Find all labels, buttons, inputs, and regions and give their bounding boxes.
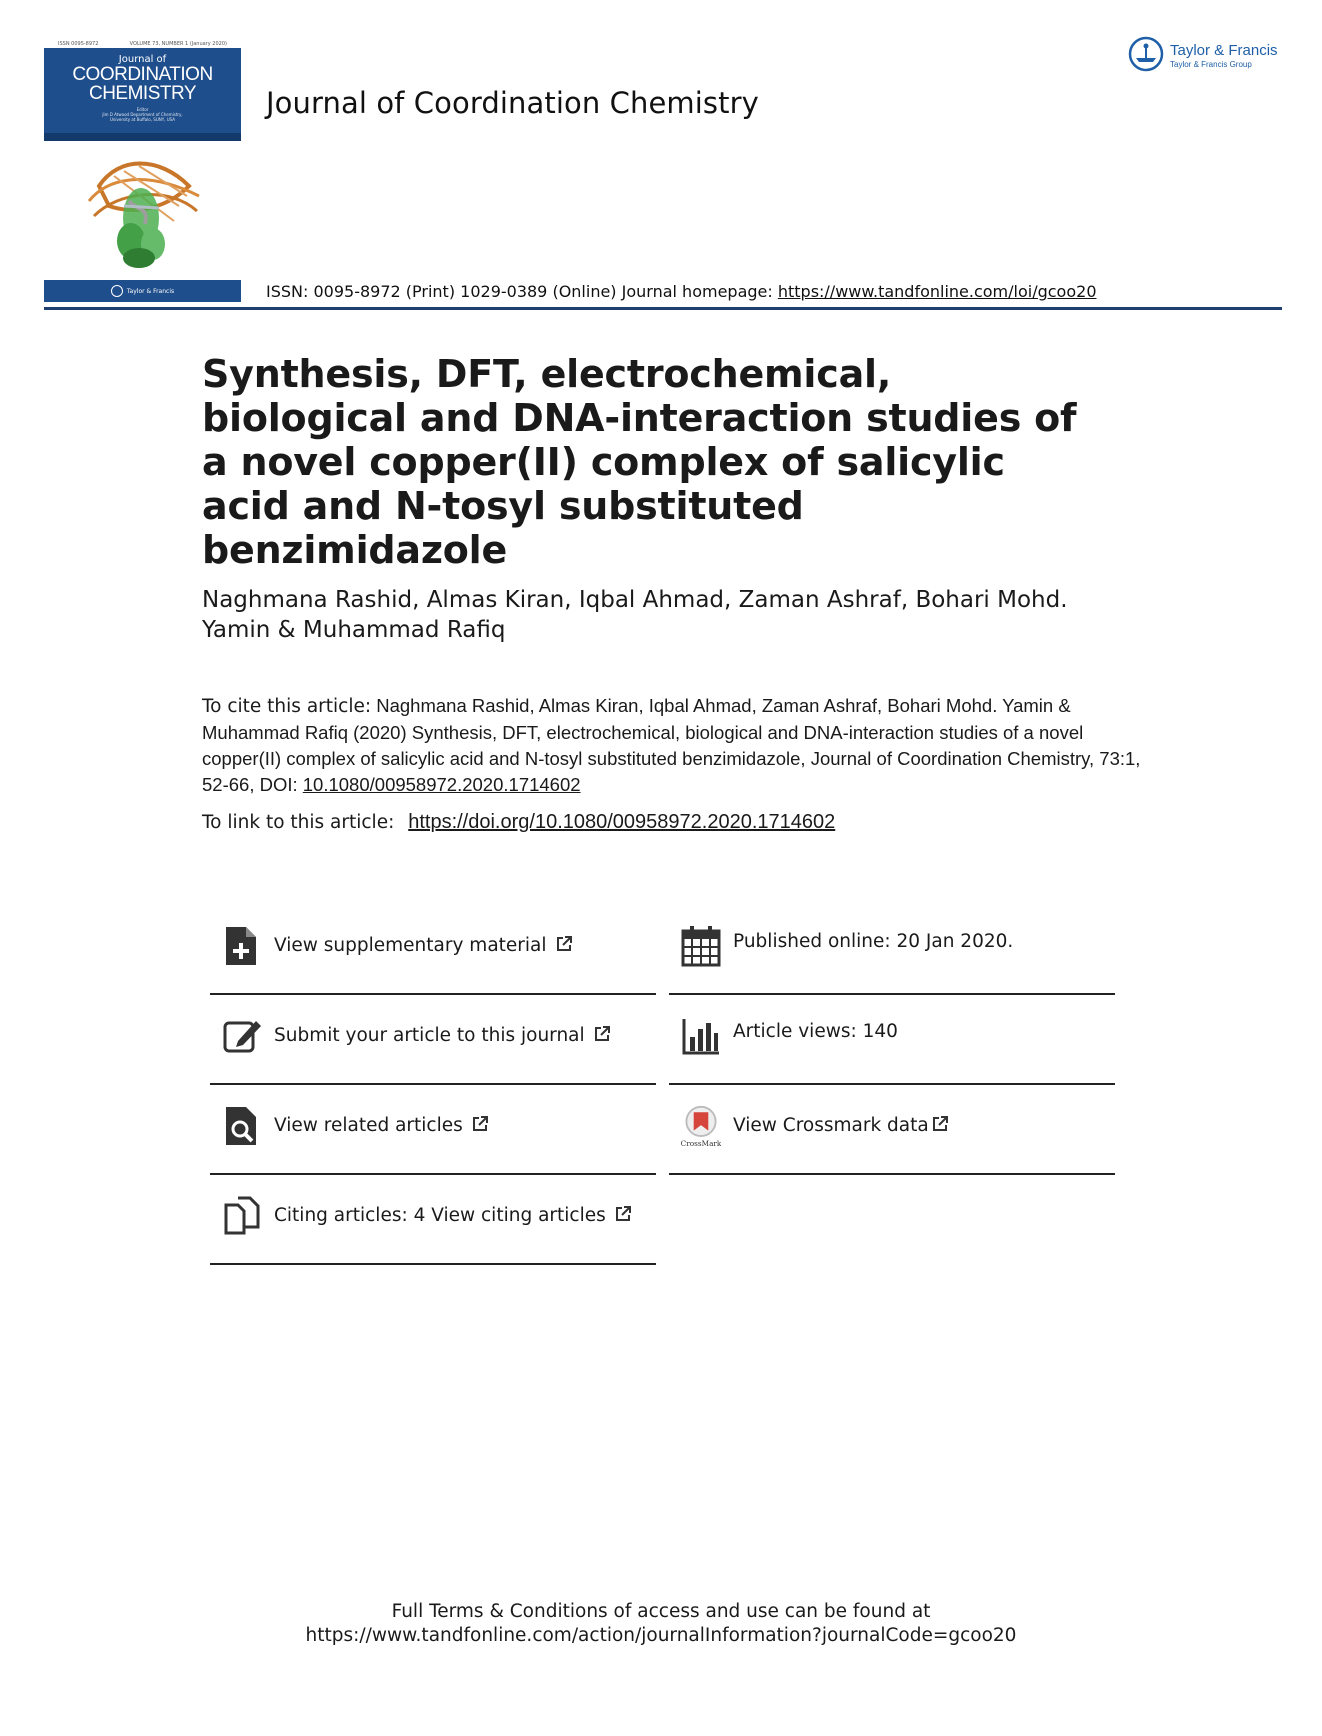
publisher-logo[interactable]	[1128, 36, 1288, 76]
journal-cover	[44, 40, 241, 302]
edit-icon	[222, 1015, 262, 1057]
citing-articles-action[interactable]	[210, 1175, 656, 1265]
search-document-icon	[222, 1105, 262, 1147]
bar-chart-icon	[681, 1015, 721, 1057]
cover-title-line1: COORDINATION	[72, 64, 213, 85]
supplementary-material-action[interactable]	[210, 905, 656, 995]
external-link-icon	[931, 1115, 949, 1133]
journal-homepage-link[interactable]: https://www.tandfonline.com/loi/gcoo20	[777, 282, 1097, 301]
header-divider	[44, 307, 1282, 310]
cover-publisher-band	[44, 280, 241, 302]
copy-documents-icon	[222, 1195, 262, 1237]
cover-publisher-logo-icon	[111, 285, 123, 297]
cover-volume: VOLUME 73, NUMBER 1 (January 2020)	[129, 41, 227, 47]
related-label: View related articles	[274, 1115, 463, 1136]
article-views-info	[669, 995, 1115, 1085]
authors	[202, 585, 1152, 645]
supplementary-label: View supplementary material	[274, 935, 547, 956]
external-link-icon	[593, 1025, 611, 1043]
publisher-name: Taylor & Francis	[1170, 42, 1278, 59]
issn-line	[266, 282, 1097, 301]
cover-strip	[44, 133, 241, 141]
authors-line-2: Yamin & Muhammad Rafiq	[202, 617, 506, 643]
row-divider	[210, 1263, 656, 1265]
issn-text: ISSN: 0095-8972 (Print) 1029-0389 (Online) Journal homepage:	[266, 282, 778, 301]
footer-line-1: Full Terms & Conditions of access and use can be found at	[391, 1601, 931, 1622]
published-online-info	[669, 905, 1115, 995]
external-link-icon	[614, 1205, 632, 1223]
cover-editor-label: Editor	[136, 107, 149, 112]
calendar-icon	[681, 925, 721, 967]
authors-line-1: Naghmana Rashid, Almas Kiran, Iqbal Ahmad, Zaman Ashraf, Bohari Mohd.	[202, 587, 1068, 613]
citation-block	[202, 693, 1162, 798]
file-plus-icon	[222, 925, 262, 967]
article-doi-link[interactable]: https://doi.org/10.1080/00958972.2020.1714602	[408, 811, 836, 833]
cite-text: Naghmana Rashid, Almas Kiran, Iqbal Ahmad, Zaman Ashraf, Bohari Mohd. Yamin & Muhammad Rafiq (2020) Synthesis, DFT, electrochemical, biological and DNA-interaction studies of a novel copper(II) complex of salicylic acid and N-tosyl substituted benzimidazole, Journal of Coordination Chemistry, 73:1, 52-66, DOI:	[202, 695, 1141, 795]
cover-issn: ISSN 0095-8972	[58, 41, 99, 47]
journal-title: Journal of Coordination Chemistry	[266, 86, 759, 120]
cover-publisher: Taylor & Francis	[126, 287, 175, 295]
cite-doi-link[interactable]: 10.1080/00958972.2020.1714602	[302, 774, 581, 795]
article-title: Synthesis, DFT, electrochemical, biological and DNA-interaction studies of a novel copper(II) complex of salicylic acid and N-tosyl substituted benzimidazole	[202, 352, 1077, 572]
crossmark-logo-text: CrossMark	[681, 1139, 721, 1147]
cover-editor-affil: University at Buffalo, SUNY, USA	[109, 117, 176, 122]
taylor-francis-logo-icon	[1128, 36, 1164, 72]
publisher-group: Taylor & Francis Group	[1170, 60, 1252, 69]
crossmark-label: View Crossmark data	[733, 1115, 929, 1136]
external-link-icon	[555, 935, 573, 953]
submit-article-action[interactable]	[210, 995, 656, 1085]
submit-label: Submit your article to this journal	[274, 1025, 585, 1046]
related-articles-action[interactable]	[210, 1085, 656, 1175]
published-label: Published online: 20 Jan 2020.	[733, 931, 1014, 952]
terms-footer	[0, 1600, 1322, 1648]
crossmark-icon	[681, 1105, 721, 1147]
external-link-icon	[471, 1115, 489, 1133]
crossmark-action[interactable]	[669, 1085, 1115, 1175]
cover-title-line2: CHEMISTRY	[88, 83, 197, 104]
views-label: Article views: 140	[733, 1021, 898, 1042]
footer-terms-link[interactable]: https://www.tandfonline.com/action/journalInformation?journalCode=gcoo20	[305, 1625, 1017, 1646]
cover-journal-of: Journal of	[118, 54, 167, 65]
row-divider	[669, 1173, 1115, 1175]
link-label: To link to this article:	[202, 812, 395, 833]
cover-title-band	[44, 48, 241, 133]
cover-editor-name: Jim D Atwood Department of Chemistry,	[102, 112, 183, 117]
dna-protein-illustration	[79, 146, 209, 274]
cite-label: To cite this article:	[202, 696, 372, 717]
article-link-line	[202, 811, 835, 834]
citing-label: Citing articles: 4 View citing articles	[274, 1205, 606, 1226]
